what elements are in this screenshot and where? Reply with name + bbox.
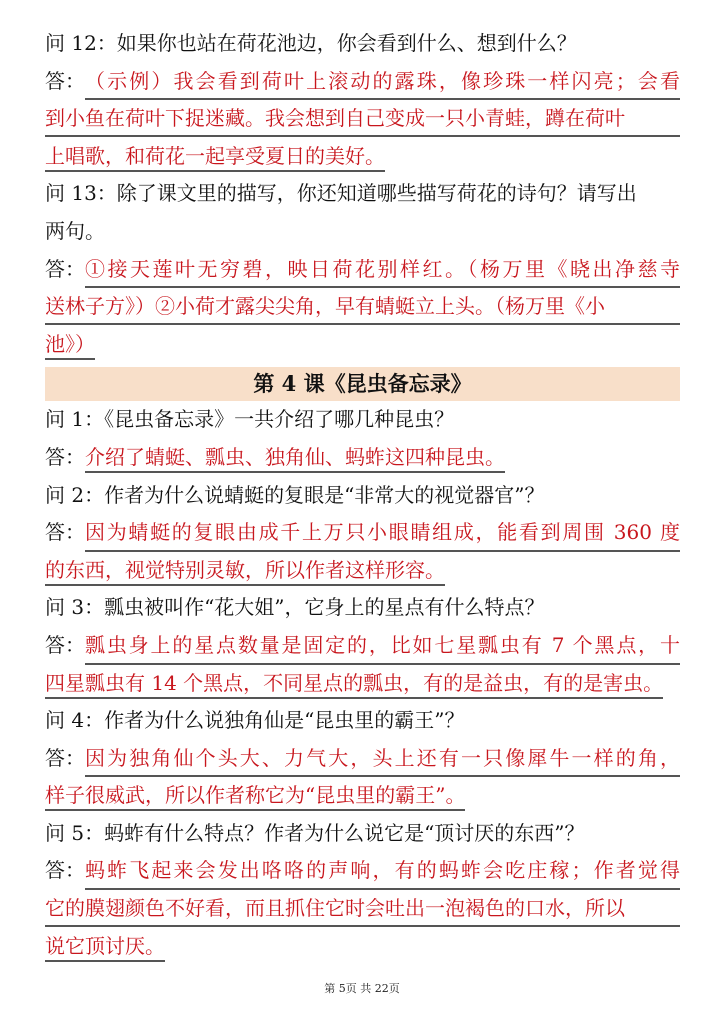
answer-13-line-3	[45, 326, 680, 364]
answer-2-line-1	[45, 514, 680, 552]
answer-text: 说它顶讨厌。	[45, 934, 165, 962]
answer-text: 样子很威武，所以作者称它为“昆虫里的霸王”。	[45, 783, 465, 811]
answer-5-line-3	[45, 928, 680, 966]
answer-text: 它的膜翅颜色不好看，而且抓住它时会吐出一泡褐色的口水，所以	[45, 893, 680, 927]
answer-label: 答：	[45, 68, 85, 93]
question-5: 问 5：蚂蚱有什么特点？作者为什么说它是“顶讨厌的东西”？	[45, 820, 585, 845]
answer-text: 瓢虫身上的星点数量是固定的，比如七星瓢虫有 7 个黑点，十	[85, 627, 680, 665]
answer-13-line-2	[45, 288, 680, 326]
question-4: 问 4：作者为什么说独角仙是“昆虫里的霸王”？	[45, 708, 465, 733]
answer-text: ①接天莲叶无穷碧，映日荷花别样红。（杨万里《晓出净慈寺	[85, 251, 680, 289]
answer-text: 蚂蚱飞起来会发出咯咯的声响，有的蚂蚱会吃庄稼；作者觉得	[85, 852, 680, 890]
lesson-4-qa-list	[45, 401, 680, 965]
question-2: 问 2：作者为什么说蜻蜓的复眼是“非常大的视觉器官”？	[45, 482, 545, 507]
lesson-title: 第 4 课《昆虫备忘录》	[45, 367, 680, 401]
answer-5-line-2	[45, 890, 680, 928]
answer-text: 送林子方》）②小荷才露尖尖角，早有蜻蜓立上头。（杨万里《小	[45, 291, 680, 325]
answer-3-line-2	[45, 665, 680, 703]
document-page	[45, 25, 680, 965]
answer-4-line-1	[45, 740, 680, 778]
answer-text: 到小鱼在荷叶下捉迷藏。我会想到自己变成一只小青蛙，蹲在荷叶	[45, 103, 680, 137]
answer-text: 因为独角仙个头大、力气大，头上还有一只像犀牛一样的角，	[85, 740, 680, 778]
answer-3-line-1	[45, 627, 680, 665]
answer-2-line-2	[45, 552, 680, 590]
question-13-line-1: 问 13：除了课文里的描写，你还知道哪些描写荷花的诗句？请写出	[45, 181, 637, 206]
answer-label: 答：	[45, 444, 85, 469]
answer-label: 答：	[45, 632, 85, 657]
answer-13-line-1	[45, 251, 680, 289]
answer-text: 池》）	[45, 332, 95, 360]
answer-text: 上唱歌，和荷花一起享受夏日的美好。	[45, 144, 385, 172]
question-13-line-2: 两句。	[45, 218, 105, 243]
answer-4-line-2	[45, 777, 680, 815]
answer-label: 答：	[45, 745, 85, 770]
answer-12-line-2	[45, 100, 680, 138]
answer-label: 答：	[45, 256, 85, 281]
answer-12-line-1	[45, 63, 680, 101]
question-3: 问 3：瓢虫被叫作“花大姐”，它身上的星点有什么特点？	[45, 595, 545, 620]
answer-text: 因为蜻蜓的复眼由成千上万只小眼睛组成，能看到周围 360 度	[85, 514, 680, 552]
answer-5-line-1	[45, 852, 680, 890]
answer-12-line-3	[45, 138, 680, 176]
answer-label: 答：	[45, 520, 85, 545]
page-footer: 第 5页 共 22页	[324, 982, 400, 995]
answer-text: 的东西，视觉特别灵敏，所以作者这样形容。	[45, 558, 445, 586]
question-1: 问 1：《昆虫备忘录》一共介绍了哪几种昆虫？	[45, 407, 455, 432]
answer-text: （示例）我会看到荷叶上滚动的露珠，像珍珠一样闪亮；会看	[85, 63, 680, 101]
answer-label: 答：	[45, 858, 85, 883]
answer-text: 四星瓢虫有 14 个黑点，不同星点的瓢虫，有的是益虫，有的是害虫。	[45, 671, 663, 699]
answer-text: 介绍了蜻蜓、瓢虫、独角仙、蚂蚱这四种昆虫。	[85, 445, 505, 473]
answer-1-line-1	[45, 439, 680, 477]
question-12: 问 12：如果你也站在荷花池边，你会看到什么、想到什么？	[45, 31, 577, 55]
